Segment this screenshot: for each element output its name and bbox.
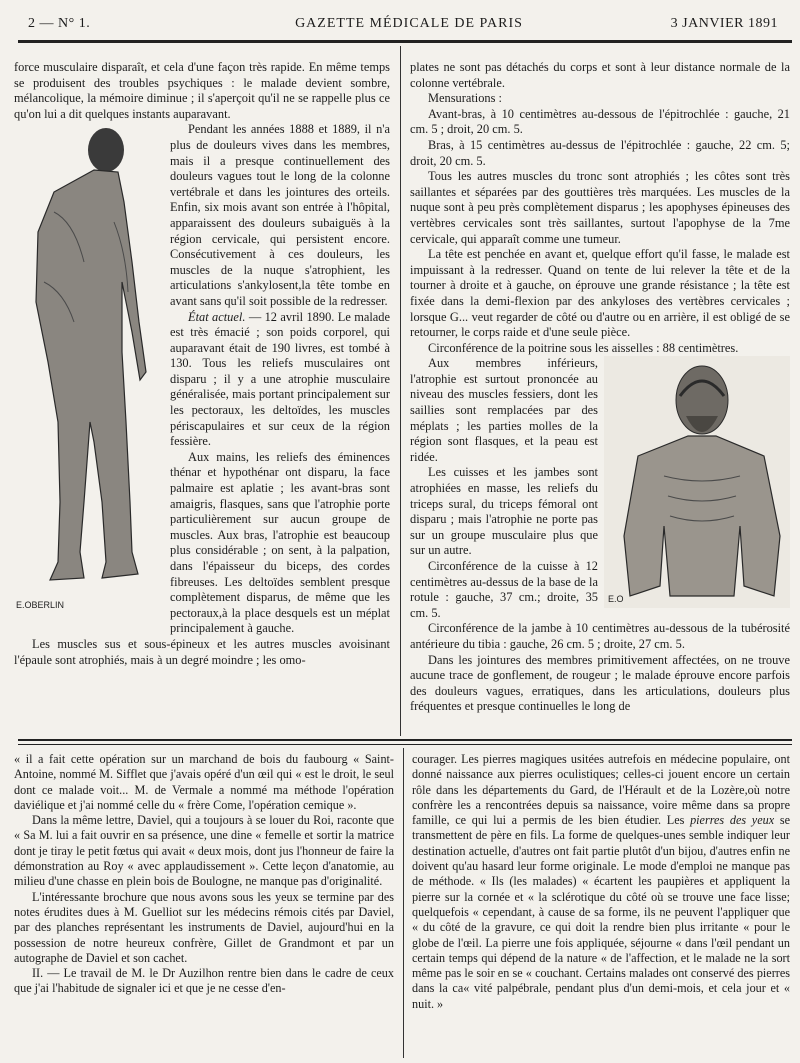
paragraph: Les muscles sus et sous-épineux et les autres muscles avoisinant l'épaule sont atrophiés, mais à un degré moindre ; les omo- [14, 636, 390, 667]
bottom-right-column [412, 752, 790, 1058]
paragraph: Les cuisses et les jambes sont atrophiées en masse, les reliefs du triceps sural, du triceps fémoral ont disparu ; mais l'atrophie ne porte pas sur un groupe musculaire plus que sur un autre. [410, 465, 598, 558]
section-rule [18, 744, 792, 745]
figure-standing-patient [14, 122, 164, 622]
paragraph: plates ne sont pas détachés du corps et sont à leur distance normale de la colonne vertébrale. [410, 60, 790, 90]
journal-title: GAZETTE MÉDICALE DE PARIS [295, 16, 523, 31]
column-divider [403, 748, 404, 1058]
patient-bust-illustration [604, 356, 790, 608]
engraver-signature: E.O [608, 594, 624, 605]
paragraph: État actuel. — 12 avril 1890. Le malade est très émacié ; son poids corporel, qui auparavant était de 190 livres, est tombé à 130. Tous les reliefs musculaires ont disparu ; il y a une atrophie musculaire généralisée, mais portant principalement sur les pectoraux, les deltoïdes, les muscles périscapulaires et sur ceux de la région fessière. [170, 309, 390, 449]
right-column [410, 60, 790, 736]
left-column [14, 60, 390, 736]
section-label: État actuel. [188, 309, 246, 324]
column-divider [400, 46, 401, 736]
paragraph: courager. Les pierres magiques usitées autrefois en médecine populaire, ont donné naissance aux pierres oculistiques; celles-ci jouent encore un certain rôle dans les départements du Gard, de l'Hérault et de la Lozère,où notre confrère les a rencontrées depuis sa naissance, voire même dans sa propre famille, ce qui lui a permis de les bien étudier. Les pierres des yeux se transmettent de père en fils. La forme de quelques-unes semble indiquer leur destination actuelle, d'autres ont fait partie plutôt d'un bijou, d'autres enfin ne doivent qu'au hasard leur forme originale. Le mode d'emploi ne manque pas de méthode. « Ils (les malades) « écartent les paupières et appliquent la pierre sur la cornée et « la sclérotique du côté où se trouve une face lisse; quelquefois « cependant, à cause de sa forme, ils ne peuvent l'appliquer que « du côté de la gravure, ce qui doit la rendre bien plus irritante « pour le globe de l'œil. La pierre une fois appliquée, séjourne « dans l'œil pendant un certain temps qui dépend de la nature « de l'affection, et le malade ne la sort même pas le soir en se « couchant. Certains malades ont conservé des pierres dans la ca« vité palpébrale, pendant plus d'un demi-mois, et cela jour et « nuit. » [412, 752, 790, 1011]
paragraph: Bras, à 15 centimètres au-dessus de l'épitrochlée : gauche, 22 cm. 5; droit, 20 cm. 5. [410, 137, 790, 168]
page-number: 2 — N° 1. [28, 16, 91, 31]
paragraph: L'intéressante brochure que nous avons sous les yeux se termine par des notes érudites dues à M. Guelliot sur les médecins rémois cités par Daviel, par des planches représentant les instruments de Daviel, aujourd'hui en la possession de notre heureux confrère, Gillet de Grandmont et par un autographe de Daviel et son cachet. [14, 889, 394, 965]
figure-patient-bust [604, 356, 790, 608]
issue-date: 3 JANVIER 1891 [670, 16, 778, 31]
paragraph: Circonférence de la jambe à 10 centimètres au-dessous de la tubérosité antérieure du tibia : gauche, 26 cm. 5 ; droite, 27 cm. 5. [410, 621, 790, 651]
paragraph: Mensurations : [428, 91, 502, 106]
paragraph: Avant-bras, à 10 centimètres au-dessous de l'épitrochlée : gauche, 21 cm. 5 ; droit, 20 cm. 5. [410, 106, 790, 137]
bottom-left-column [14, 752, 394, 1058]
masthead [28, 10, 790, 38]
header-rule [18, 40, 792, 43]
paragraph: Circonférence de la poitrine sous les aisselles : 88 centimètres. [428, 340, 739, 355]
section-rule [18, 739, 792, 741]
paragraph: Aux mains, les reliefs des éminences thénar et hypothénar ont disparu, la face palmaire est aplatie ; les avant-bras sont amaigris, flasques, sans que l'atrophie porte particulièrement sur aucun groupe de muscles. Aux bras, l'atrophie est beaucoup plus considérable ; on sent, à la palpation, dans l'épaisseur du biceps, des cordes fibreuses. Les deltoïdes semblent presque complètement disparus, de même que les pectoraux,à la place desquels est un méplat principalement à gauche. [170, 449, 390, 636]
paragraph: Aux membres inférieurs, l'atrophie est surtout prononcée au niveau des muscles fessiers, dont les saillies sont remplacées par des méplats ; les parties molles de la région sont flasques, et la peau est ridée. [410, 356, 598, 464]
paragraph: force musculaire disparaît, et cela d'une façon très rapide. En même temps se produisent des troubles psychiques : le malade devient sombre, mélancolique, la mémoire diminue ; il s'aperçoit qu'il ne se rappelle plus ce qu'on lui a dit quelques instants auparavant. [14, 60, 390, 121]
paragraph: « il a fait cette opération sur un marchand de bois du faubourg « Saint-Antoine, nommé M. Sifflet que j'avais opéré d'un œil qui « est le droit, le seul dont ce malade voit... M. de Vermale a nommé ma méthode l'opération daviélique et j'ai nommé celle du « frère Come, l'opération cemique ». [14, 752, 394, 812]
paragraph: Dans la même lettre, Daviel, qui a toujours à se louer du Roi, raconte que « Sa M. lui a fait ouvrir en sa présence, une dine « femelle et sortir la matrice dont je tiray le petit fœtus qui avait « deux mois, dont jus l'honneur de faire la démonstration au Roy « avec applaudissement ». Cette leçon d'anatomie, au milieu d'une chasse en plein bois de Boulogne, ne manque pas d'originalité. [14, 813, 394, 889]
paragraph: Tous les autres muscles du tronc sont atrophiés ; les côtes sont très saillantes et séparées par des gouttières très marquées. Les muscles de la nuque sont à peu près complètement disparus ; les apophyses épineuses des vertèbres cervicales sont très saillantes, surtout l'apophyse de la 7me cervicale, qui apparaît comme une tumeur. [410, 169, 790, 246]
paragraph: Dans les jointures des membres primitivement affectées, on ne trouve aucune trace de gonflement, de rougeur ; le malade éprouve encore parfois des douleurs vagues, erratiques, dans les articulations, douleurs plus fréquentes et presque continuelles le long de [410, 652, 790, 714]
paragraph: Circonférence de la cuisse à 12 centimètres au-dessus de la base de la rotule : gauche, 37 cm.; droite, 35 cm. 5. [410, 559, 598, 620]
standing-patient-illustration [14, 122, 164, 622]
paragraph: La tête est penchée en avant et, quelque effort qu'il fasse, le malade est impuissant à la redresser. Quand on tente de lui relever la tête et de la tourner à droite et à gauche, on éprouve une grande résistance ; la tête est fixée dans la demi-flexion par des ankyloses des vertèbres cervicales ; lorsque G... veut regarder de côté ou d'autre ou en arrière, il est obligé de se retourner, le corps raide et d'une seule pièce. [410, 247, 790, 340]
paragraph: Pendant les années 1888 et 1889, il n'a plus de douleurs vives dans les membres, mais il a presque continuellement des douleurs vagues tout le long de la colonne vertébrale et dans les jointures des orteils. Enfin, six mois avant son entrée à l'hôpital, apparaissent des douleurs subaiguës à la région cervicale, qui persistent encore. Consécutivement à ces douleurs, les muscles de la nuque s'atrophient, les articulations s'ankylosent,la tête tombe en avant sans qu'il soit possible de la redresser. [170, 122, 390, 308]
paragraph: II. — Le travail de M. le Dr Auzilhon rentre bien dans le cadre de ceux que j'ai l'habitude de signaler ici et que je ne cesse d'en- [14, 966, 394, 996]
engraver-signature: E.OBERLIN [16, 600, 65, 611]
